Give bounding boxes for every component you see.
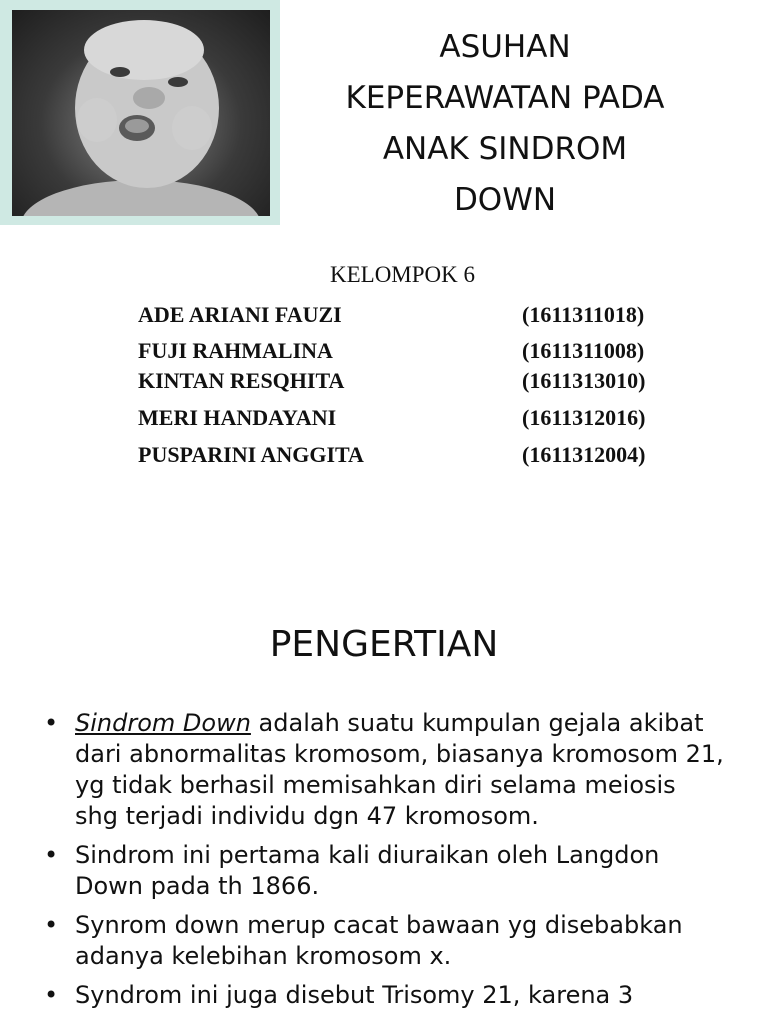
member-name: FUJI RAHMALINA	[138, 338, 333, 363]
baby-photo	[12, 10, 270, 216]
list-item	[44, 840, 724, 902]
bullet-icon: •	[44, 911, 59, 939]
group-label: KELOMPOK 6	[329, 262, 476, 287]
member-name: ADE ARIANI FAUZI	[138, 302, 342, 327]
bullet-text: Syndrom ini juga disebut Trisomy 21, karena 3	[75, 981, 634, 1009]
bullet-text: Sindrom ini pertama kali diuraikan oleh Langdon Down pada th 1866.	[75, 841, 660, 900]
title-line-3: ANAK SINDROM	[382, 131, 628, 167]
list-item	[44, 980, 724, 1011]
term-link: Sindrom Down	[75, 709, 251, 737]
section-heading: PENGERTIAN	[269, 624, 499, 665]
title-line-4: DOWN	[453, 182, 557, 218]
member-id: (1611313010)	[522, 368, 646, 393]
list-item	[44, 708, 724, 832]
photo-frame	[0, 0, 280, 225]
baby-face-illustration	[12, 10, 270, 216]
member-id: (1611311018)	[522, 302, 645, 327]
list-item	[44, 910, 724, 972]
member-name: PUSPARINI ANGGITA	[138, 442, 364, 467]
member-name: MERI HANDAYANI	[138, 405, 337, 430]
definition-slide	[0, 580, 768, 1024]
member-id: (1611312004)	[522, 442, 646, 467]
presentation-title	[300, 22, 710, 226]
member-name: KINTAN RESQHITA	[138, 368, 345, 393]
bullet-text: Synrom down merup cacat bawaan yg disebabkan adanya kelebihan kromosom x.	[75, 911, 683, 970]
member-id: (1611311008)	[522, 338, 645, 363]
title-line-1: ASUHAN	[439, 29, 571, 65]
member-id: (1611312016)	[522, 405, 646, 430]
title-line-2: KEPERAWATAN PADA	[345, 80, 665, 116]
bullet-icon: •	[44, 981, 59, 1009]
bullet-text: adalah suatu kumpulan gejala akibat dari abnormalitas kromosom, biasanya kromosom 21, yg tidak berhasil memisahkan diri selama meiosis shg terjadi individu dgn 47 kromosom.	[75, 709, 724, 830]
bullet-icon: •	[44, 841, 59, 869]
bullet-list	[44, 708, 724, 1019]
bullet-icon: •	[44, 709, 59, 737]
